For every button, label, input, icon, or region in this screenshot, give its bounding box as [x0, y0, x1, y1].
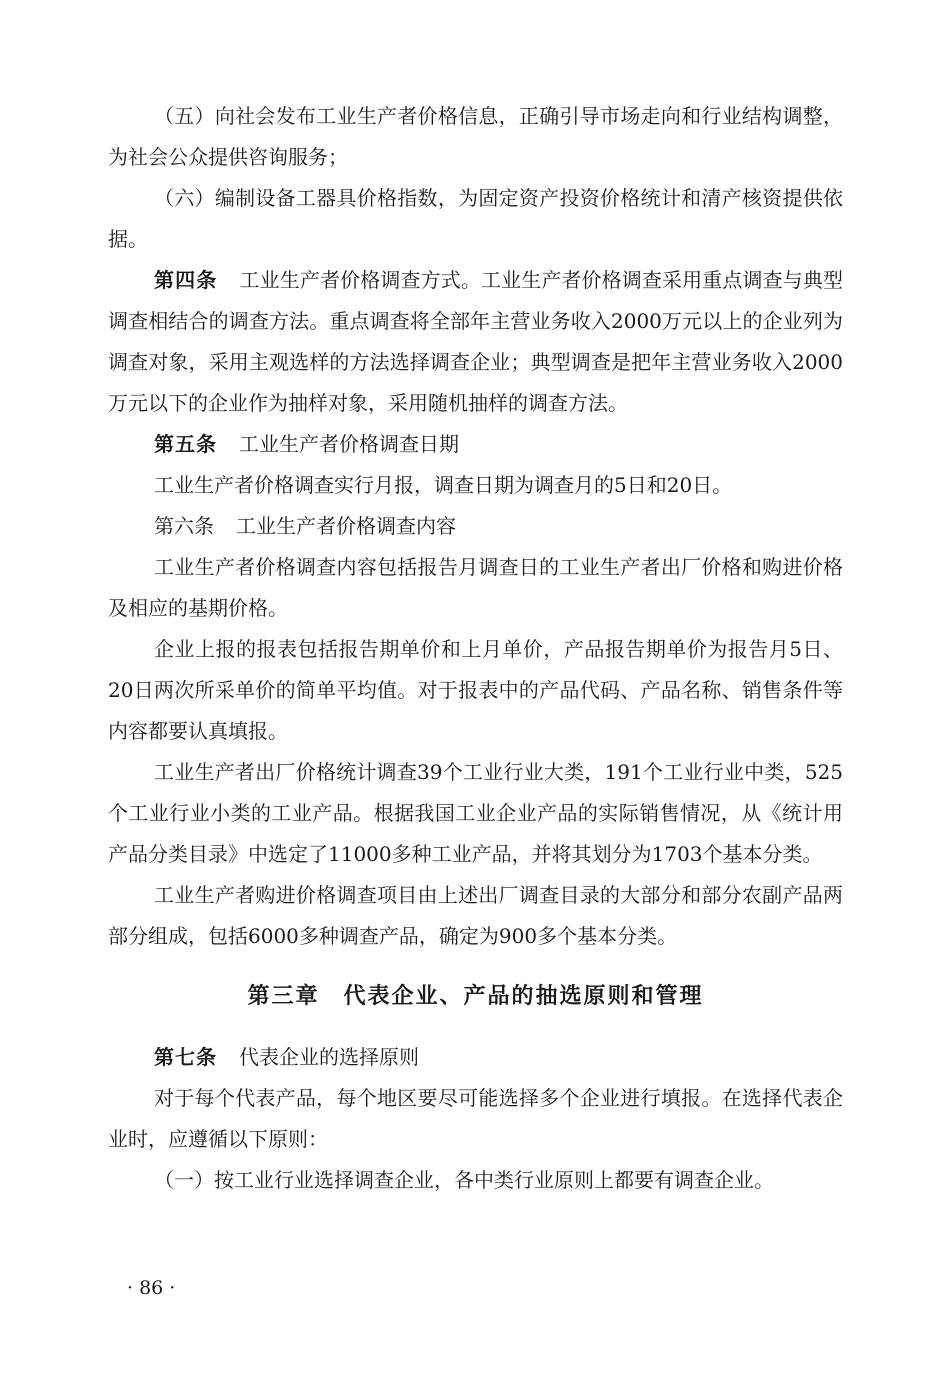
article-7-item-1: （一）按工业行业选择调查企业，各中类行业原则上都要有调查企业。: [154, 1168, 774, 1192]
article-7-heading: 第七条: [154, 1045, 217, 1069]
article-4-heading: 第四条: [154, 268, 218, 292]
article-6-text-2: 企业上报的报表包括报告期单价和上月单价，产品报告期单价为报告月5日、20日两次所采单价的简单平均值。对于报表中的产品代码、产品名称、销售条件等内容都要认真填报。: [108, 637, 843, 743]
page-body: [108, 96, 843, 1201]
page-number: · 86 ·: [127, 1277, 176, 1299]
article-5-title: 工业生产者价格调查日期: [239, 432, 459, 456]
article-6-heading: 第六条: [154, 514, 214, 538]
article-5: [108, 424, 843, 465]
article-6: [108, 506, 843, 547]
article-6-text-4: 工业生产者购进价格调查项目由上述出厂调查目录的大部分和部分农副产品两部分组成，包括6000多种调查产品，确定为900多个基本分类。: [108, 883, 843, 948]
article-5-heading: 第五条: [154, 432, 217, 456]
article-7-text: 对于每个代表产品，每个地区要尽可能选择多个企业进行填报。在选择代表企业时，应遵循以下原则：: [108, 1086, 843, 1151]
article-7-title: 代表企业的选择原则: [239, 1045, 419, 1069]
paragraph-item-5: （五）向社会发布工业生产者价格信息，正确引导市场走向和行业结构调整，为社会公众提供咨询服务；: [108, 104, 843, 169]
article-5-text: 工业生产者价格调查实行月报，调查日期为调查月的5日和20日。: [154, 473, 733, 497]
article-6-text-3: 工业生产者出厂价格统计调查39个工业行业大类，191个工业行业中类，525个工业行业小类的工业产品。根据我国工业企业产品的实际销售情况，从《统计用产品分类目录》中选定了11000多种工业产品，并将其划分为1703个基本分类。: [108, 760, 843, 866]
article-6-text-1: 工业生产者价格调查内容包括报告月调查日的工业生产者出厂价格和购进价格及相应的基期价格。: [108, 555, 843, 620]
article-6-title: 工业生产者价格调查内容: [236, 514, 456, 538]
article-4-text: 工业生产者价格调查方式。工业生产者价格调查采用重点调查与典型调查相结合的调查方法。重点调查将全部年主营业务收入2000万元以上的企业列为调查对象，采用主观选样的方法选择调查企业；典型调查是把年主营业务收入2000万元以下的企业作为抽样对象，采用随机抽样的调查方法。: [108, 268, 844, 415]
paragraph-item-6: （六）编制设备工器具价格指数，为固定资产投资价格统计和清产核资提供依据。: [108, 186, 843, 251]
article-4: [108, 260, 843, 424]
chapter-title: 第三章 代表企业、产品的抽选原则和管理: [247, 984, 704, 1009]
article-7: [108, 1037, 843, 1078]
